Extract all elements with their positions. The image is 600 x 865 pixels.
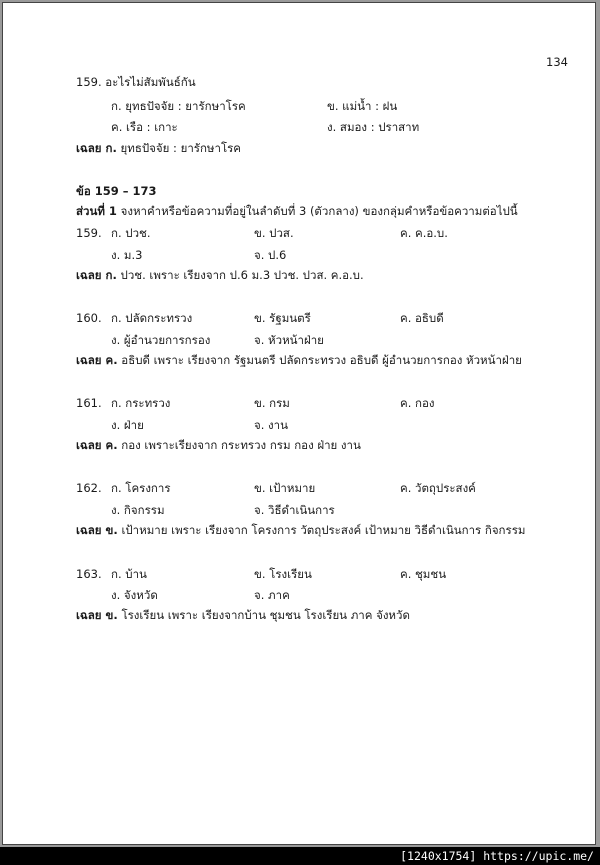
answer-line bbox=[76, 523, 525, 537]
option-b: ข. โรงเรียน bbox=[254, 567, 312, 581]
top-option-c: ค. เรือ : เกาะ bbox=[111, 120, 178, 134]
option-c: ค. วัตถุประสงค์ bbox=[400, 481, 476, 495]
answer-label: เฉลย ก. bbox=[76, 268, 117, 282]
option-c: ค. กอง bbox=[400, 396, 435, 410]
top-answer-label: เฉลย ก. bbox=[76, 141, 117, 155]
question-number: 162. bbox=[76, 481, 102, 495]
option-d: ง. ม.3 bbox=[111, 248, 143, 262]
option-e: จ. งาน bbox=[254, 418, 288, 432]
option-d: ง. ผู้อำนวยการกรอง bbox=[111, 333, 211, 347]
answer-label: เฉลย ข. bbox=[76, 608, 118, 622]
option-b: ข. เป้าหมาย bbox=[254, 481, 316, 495]
answer-label: เฉลย ค. bbox=[76, 438, 118, 452]
option-a: ก. บ้าน bbox=[111, 567, 147, 581]
section-title: ข้อ 159 – 173 bbox=[76, 184, 157, 198]
option-b: ข. รัฐมนตรี bbox=[254, 311, 311, 325]
top-option-b: ข. แม่น้ำ : ฝน bbox=[327, 99, 398, 113]
question-number: 159. bbox=[76, 226, 102, 240]
page-number: 134 bbox=[546, 55, 568, 69]
answer-label: เฉลย ค. bbox=[76, 353, 118, 367]
option-a: ก. กระทรวง bbox=[111, 396, 171, 410]
answer-text: กอง เพราะเรียงจาก กระทรวง กรม กอง ฝ่าย งาน bbox=[121, 438, 361, 452]
part-label: ส่วนที่ 1 bbox=[76, 204, 117, 218]
question-number: 163. bbox=[76, 567, 102, 581]
option-c: ค. อธิบดี bbox=[400, 311, 444, 325]
question-number: 160. bbox=[76, 311, 102, 325]
option-e: จ. หัวหน้าฝ่าย bbox=[254, 333, 324, 347]
option-e: จ. ภาค bbox=[254, 588, 290, 602]
image-host-footer bbox=[0, 847, 600, 865]
top-question-stem: 159. อะไรไม่สัมพันธ์กัน bbox=[76, 75, 196, 89]
part-instruction: จงหาคำหรือข้อความที่อยู่ในลำดับที่ 3 (ตัวกลาง) ของกลุ่มคำหรือข้อความต่อไปนี้ bbox=[120, 204, 518, 218]
option-e: จ. ป.6 bbox=[254, 248, 287, 262]
option-d: ง. ฝ่าย bbox=[111, 418, 144, 432]
answer-line bbox=[76, 268, 364, 282]
answer-text: ปวช. เพราะ เรียงจาก ป.6 ม.3 ปวช. ปวส. ค.อ.บ. bbox=[120, 268, 364, 282]
option-e: จ. วิธีดำเนินการ bbox=[254, 503, 335, 517]
question-number: 161. bbox=[76, 396, 102, 410]
option-c: ค. ชุมชน bbox=[400, 567, 447, 581]
answer-text: อธิบดี เพราะ เรียงจาก รัฐมนตรี ปลัดกระทรวง อธิบดี ผู้อำนวยการกอง หัวหน้าฝ่าย bbox=[121, 353, 522, 367]
top-option-a: ก. ยุทธปัจจัย : ยารักษาโรค bbox=[111, 99, 246, 113]
option-a: ก. ปวช. bbox=[111, 226, 151, 240]
answer-line bbox=[76, 353, 522, 367]
document-page bbox=[2, 2, 596, 845]
option-b: ข. กรม bbox=[254, 396, 290, 410]
option-a: ก. ปลัดกระทรวง bbox=[111, 311, 193, 325]
answer-label: เฉลย ข. bbox=[76, 523, 118, 537]
option-d: ง. จังหวัด bbox=[111, 588, 158, 602]
top-option-d: ง. สมอง : ปราสาท bbox=[327, 120, 420, 134]
answer-line bbox=[76, 608, 410, 622]
answer-text: โรงเรียน เพราะ เรียงจากบ้าน ชุมชน โรงเรียน ภาค จังหวัด bbox=[121, 608, 410, 622]
footer-text: [1240x1754] https://upic.me/ bbox=[400, 849, 594, 863]
top-answer-text: ยุทธปัจจัย : ยารักษาโรค bbox=[120, 141, 242, 155]
answer-text: เป้าหมาย เพราะ เรียงจาก โครงการ วัตถุประสงค์ เป้าหมาย วิธีดำเนินการ กิจกรรม bbox=[121, 523, 526, 537]
option-c: ค. ค.อ.บ. bbox=[400, 226, 448, 240]
answer-line bbox=[76, 438, 361, 452]
option-a: ก. โครงการ bbox=[111, 481, 171, 495]
top-answer bbox=[76, 141, 241, 155]
option-b: ข. ปวส. bbox=[254, 226, 294, 240]
part-instruction-line bbox=[76, 204, 518, 218]
option-d: ง. กิจกรรม bbox=[111, 503, 165, 517]
